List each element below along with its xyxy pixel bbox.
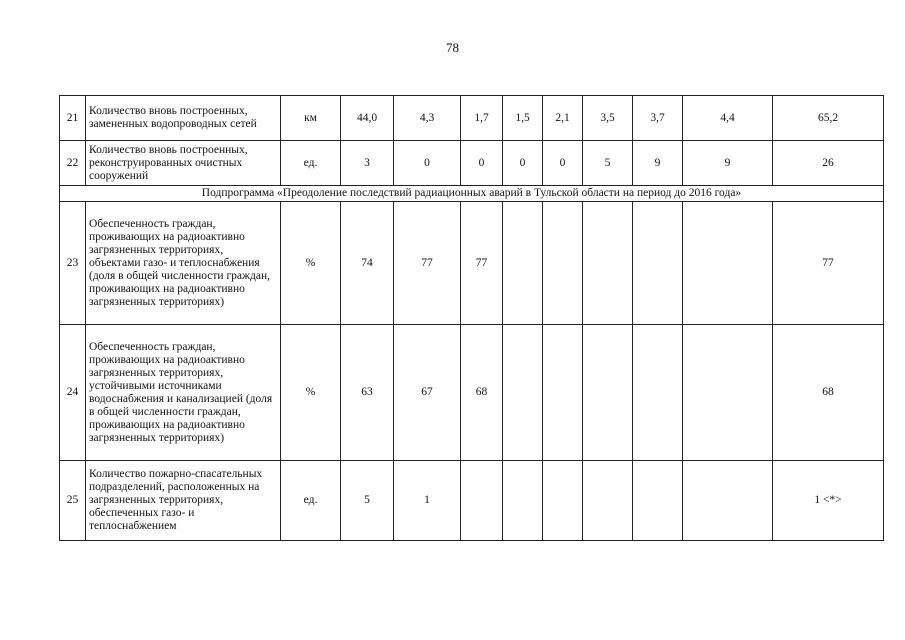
value-cell: 0 [394, 141, 461, 186]
page-number: 78 [446, 40, 459, 55]
value-cell [583, 202, 633, 325]
value-cell: 67 [394, 325, 461, 461]
subprogram-row [60, 186, 884, 202]
value-cell: 77 [394, 202, 461, 325]
value-cell: 44,0 [341, 96, 394, 141]
value-cell: 5 [583, 141, 633, 186]
value-cell: 3 [341, 141, 394, 186]
value-cell: 5 [341, 461, 394, 541]
value-cell [543, 202, 583, 325]
row-number: 21 [60, 96, 86, 141]
value-cell: 9 [683, 141, 773, 186]
indicator-name: Количество вновь построенных, замененных водопроводных сетей [86, 96, 281, 141]
value-cell: 0 [543, 141, 583, 186]
value-cell: 1,5 [503, 96, 543, 141]
row-number: 22 [60, 141, 86, 186]
value-cell [683, 325, 773, 461]
table-row [60, 96, 884, 141]
value-cell [683, 202, 773, 325]
subprogram-title: Подпрограмма «Преодоление последствий радиационных аварий в Тульской области на период до 2016 года» [60, 186, 884, 202]
total-cell: 68 [773, 325, 884, 461]
unit-cell: ед. [281, 461, 341, 541]
unit-cell: % [281, 325, 341, 461]
value-cell: 77 [461, 202, 503, 325]
indicator-name: Количество вновь построенных, реконструированных очистных сооружений [86, 141, 281, 186]
row-number: 24 [60, 325, 86, 461]
value-cell: 3,5 [583, 96, 633, 141]
unit-cell: ед. [281, 141, 341, 186]
value-cell [583, 325, 633, 461]
value-cell: 4,3 [394, 96, 461, 141]
total-cell: 65,2 [773, 96, 884, 141]
value-cell: 4,4 [683, 96, 773, 141]
value-cell: 74 [341, 202, 394, 325]
value-cell [633, 461, 683, 541]
unit-cell: % [281, 202, 341, 325]
value-cell [683, 461, 773, 541]
table-row [60, 141, 884, 186]
value-cell [543, 325, 583, 461]
indicator-name: Обеспеченность граждан, проживающих на радиоактивно загрязненных территориях, объектами газо- и теплоснабжения (доля в общей численности граждан, проживающих на радиоактивно загрязненных территориях) [86, 202, 281, 325]
indicators-table [59, 95, 884, 541]
row-number: 23 [60, 202, 86, 325]
value-cell [633, 202, 683, 325]
value-cell: 0 [461, 141, 503, 186]
value-cell: 1,7 [461, 96, 503, 141]
value-cell: 3,7 [633, 96, 683, 141]
unit-cell: км [281, 96, 341, 141]
value-cell: 2,1 [543, 96, 583, 141]
value-cell: 0 [503, 141, 543, 186]
value-cell [503, 461, 543, 541]
value-cell [583, 461, 633, 541]
table-row [60, 325, 884, 461]
value-cell [633, 325, 683, 461]
value-cell [503, 325, 543, 461]
value-cell [461, 461, 503, 541]
total-cell: 1 <*> [773, 461, 884, 541]
value-cell: 9 [633, 141, 683, 186]
indicator-name: Обеспеченность граждан, проживающих на радиоактивно загрязненных территориях, устойчивыми источниками водоснабжения и канализацией (доля в общей численности граждан, проживающих на радиоактивно загрязненных территориях) [86, 325, 281, 461]
row-number: 25 [60, 461, 86, 541]
value-cell: 68 [461, 325, 503, 461]
total-cell: 26 [773, 141, 884, 186]
value-cell [503, 202, 543, 325]
value-cell: 1 [394, 461, 461, 541]
table-row [60, 461, 884, 541]
table-row [60, 202, 884, 325]
indicator-name: Количество пожарно-спасательных подразделений, расположенных на загрязненных территориях, обеспеченных газо- и теплоснабжением [86, 461, 281, 541]
value-cell [543, 461, 583, 541]
total-cell: 77 [773, 202, 884, 325]
value-cell: 63 [341, 325, 394, 461]
